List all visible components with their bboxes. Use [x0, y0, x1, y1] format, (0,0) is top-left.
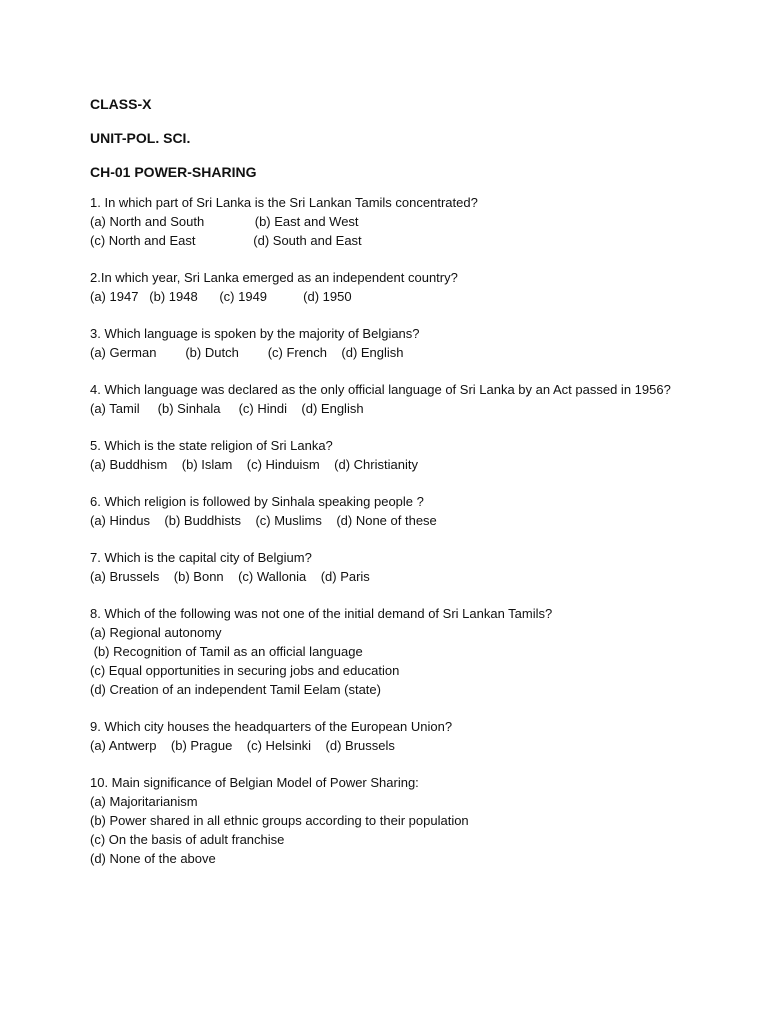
answer-options: (a) 1947 (b) 1948 (c) 1949 (d) 1950 — [90, 289, 352, 304]
answer-option: (a) Majoritarianism — [90, 794, 198, 809]
question-text: 1. In which part of Sri Lanka is the Sri Lankan Tamils concentrated? — [90, 195, 478, 210]
question-text: 3. Which language is spoken by the majority of Belgians? — [90, 326, 420, 341]
document-page — [90, 94, 730, 886]
answer-options: (a) Buddhism (b) Islam (c) Hinduism (d) Christianity — [90, 457, 418, 472]
question-text: 10. Main significance of Belgian Model of Power Sharing: — [90, 775, 419, 790]
answer-options: (a) North and South (b) East and West — [90, 214, 359, 229]
answer-options: (a) Tamil (b) Sinhala (c) Hindi (d) English — [90, 401, 364, 416]
question-block — [90, 604, 730, 699]
answer-option: (d) Creation of an independent Tamil Eelam (state) — [90, 682, 381, 697]
answer-option: (a) Regional autonomy — [90, 625, 222, 640]
answer-option: (c) On the basis of adult franchise — [90, 832, 285, 847]
answer-option: (b) Recognition of Tamil as an official language — [90, 644, 363, 659]
question-block — [90, 492, 730, 530]
answer-option: (d) None of the above — [90, 851, 216, 866]
answer-options: (a) German (b) Dutch (c) French (d) English — [90, 345, 404, 360]
question-text: 7. Which is the capital city of Belgium? — [90, 550, 312, 565]
answer-option: (b) Power shared in all ethnic groups according to their population — [90, 813, 469, 828]
question-block — [90, 380, 730, 418]
question-block — [90, 268, 730, 306]
question-text: 2.In which year, Sri Lanka emerged as an independent country? — [90, 270, 458, 285]
question-block — [90, 436, 730, 474]
question-block — [90, 717, 730, 755]
question-text: 5. Which is the state religion of Sri Lanka? — [90, 438, 333, 453]
answer-option: (c) Equal opportunities in securing jobs and education — [90, 663, 400, 678]
unit-heading: UNIT-POL. SCI. — [90, 130, 191, 146]
answer-options: (c) North and East (d) South and East — [90, 233, 362, 248]
question-block — [90, 773, 730, 868]
question-text: 9. Which city houses the headquarters of the European Union? — [90, 719, 453, 734]
question-block — [90, 548, 730, 586]
class-heading: CLASS-X — [90, 96, 152, 112]
question-block — [90, 193, 730, 250]
question-text: 8. Which of the following was not one of the initial demand of Sri Lankan Tamils? — [90, 606, 553, 621]
question-block — [90, 324, 730, 362]
question-text: 4. Which language was declared as the only official language of Sri Lanka by an Act passed in 1956? — [90, 382, 671, 397]
answer-options: (a) Brussels (b) Bonn (c) Wallonia (d) Paris — [90, 569, 370, 584]
answer-options: (a) Antwerp (b) Prague (c) Helsinki (d) Brussels — [90, 738, 395, 753]
answer-options: (a) Hindus (b) Buddhists (c) Muslims (d) None of these — [90, 513, 437, 528]
chapter-heading: CH-01 POWER-SHARING — [90, 164, 257, 180]
question-text: 6. Which religion is followed by Sinhala speaking people ? — [90, 494, 424, 509]
